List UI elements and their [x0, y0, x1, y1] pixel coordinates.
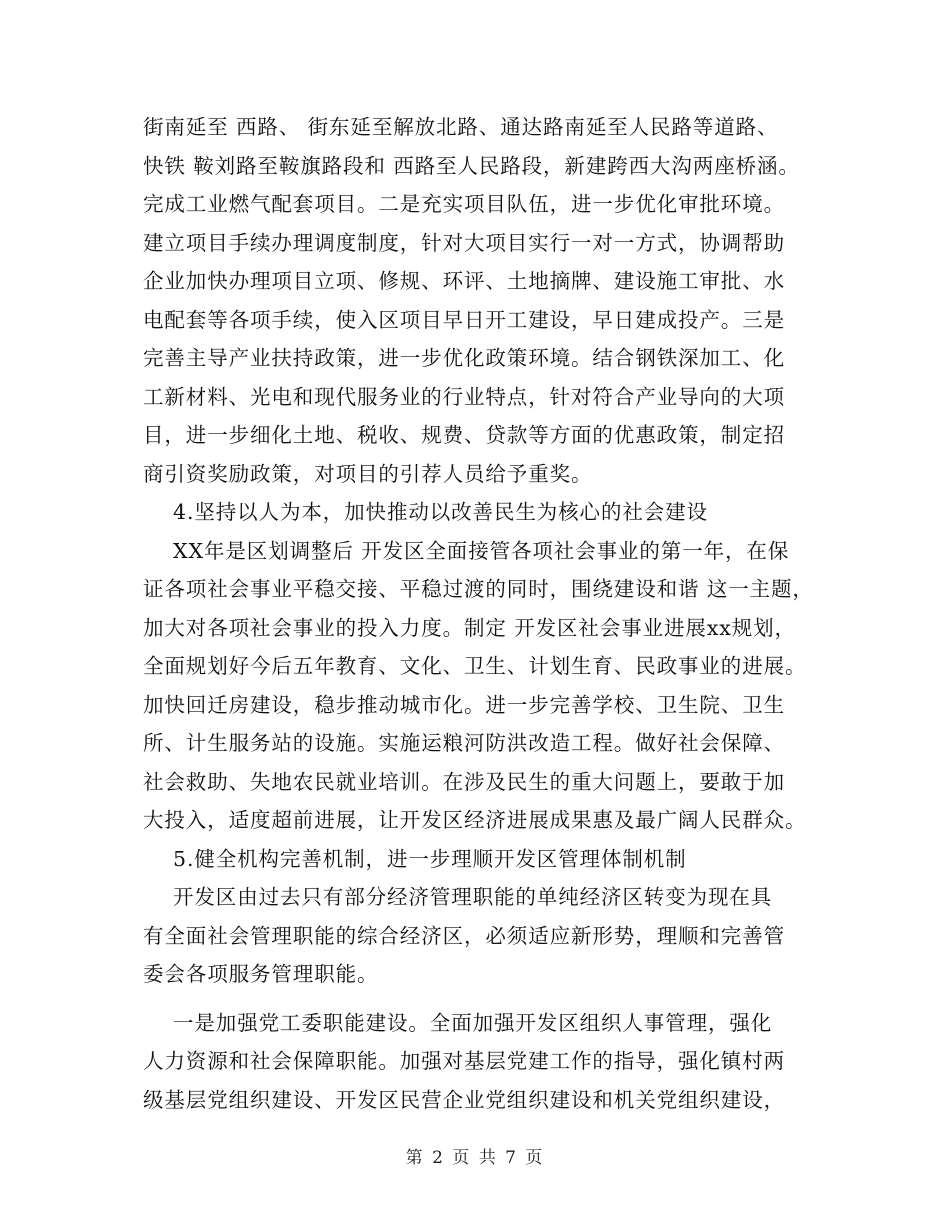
- text-line: 商引资奖励政策，对项目的引荐人员给予重奖。: [143, 461, 593, 486]
- text-line: 完善主导产业扶持政策，进一步优化政策环境。结合钢铁深加工、化: [143, 346, 785, 370]
- text-line: 有全面社会管理职能的综合经济区，必须适应新形势，理顺和完善管: [143, 923, 785, 948]
- text-line: 快铁 鞍刘路至鞍旗路段和 西路至人民路段，新建跨西大沟两座桥涵。: [143, 153, 800, 178]
- text-line: 加大对各项社会事业的投入力度。制定 开发区社会事业进展xx规划，: [143, 615, 796, 640]
- body-text: [143, 108, 833, 1119]
- text-line: 人力资源和社会保障职能。加强对基层党建工作的指导，强化镇村两: [143, 1049, 785, 1073]
- text-line: 一是加强党工委职能建设。全面加强开发区组织人事管理，强化: [173, 1010, 773, 1035]
- section-heading-5: 5.健全机构完善机制，进一步理顺开发区管理体制机制: [173, 846, 687, 871]
- text-line: 建立项目手续办理调度制度，针对大项目实行一对一方式，协调帮助: [143, 230, 785, 255]
- text-line: 企业加快办理项目立项、修规、环评、土地摘牌、建设施工审批、水: [143, 269, 785, 293]
- text-line: 社会救助、失地农民就业培训。在涉及民生的重大问题上，要敢于加: [143, 769, 785, 794]
- text-line: 目，进一步细化土地、税收、规费、贷款等方面的优惠政策，制定招: [143, 423, 785, 447]
- text-line: 电配套等各项手续，使入区项目早日开工建设，早日建成投产。三是: [143, 307, 785, 332]
- paragraph-gap: [143, 994, 833, 1004]
- text-line: 开发区由过去只有部分经济管理职能的单纯经济区转变为现在具: [173, 885, 773, 909]
- section-heading-4: 4.坚持以人为本，加快推动以改善民生为核心的社会建设: [173, 500, 708, 524]
- page-number: 第 2 页 共 7 页: [405, 1148, 545, 1168]
- text-line: 工新材料、光电和现代服务业的行业特点，针对符合产业导向的大项: [143, 384, 785, 409]
- text-line: 大投入，适度超前进展，让开发区经济进展成果惠及最广阔人民群众。: [143, 808, 807, 832]
- text-line: 完成工业燃气配套项目。二是充实项目队伍，进一步优化审批环境。: [143, 192, 785, 216]
- text-line: XX年是区划调整后 开发区全面接管各项社会事业的第一年，在保: [173, 538, 790, 563]
- text-line: 证各项社会事业平稳交接、平稳过渡的同时，围绕建设和谐 这一主题，: [143, 577, 814, 601]
- text-line: 所、计生服务站的设施。实施运粮河防洪改造工程。做好社会保障、: [143, 731, 785, 755]
- text-line: 级基层党组织建设、开发区民营企业党组织建设和机关党组织建设，: [143, 1087, 785, 1112]
- text-line: 全面规划好今后五年教育、文化、卫生、计划生育、民政事业的进展。: [143, 654, 807, 678]
- text-line: 委会各项服务管理职能。: [143, 962, 379, 986]
- text-line: 加快回迁房建设，稳步推动城市化。进一步完善学校、卫生院、卫生: [143, 692, 785, 717]
- text-line: 街南延至 西路、 街东延至解放北路、通达路南延至人民路等道路、: [143, 115, 779, 139]
